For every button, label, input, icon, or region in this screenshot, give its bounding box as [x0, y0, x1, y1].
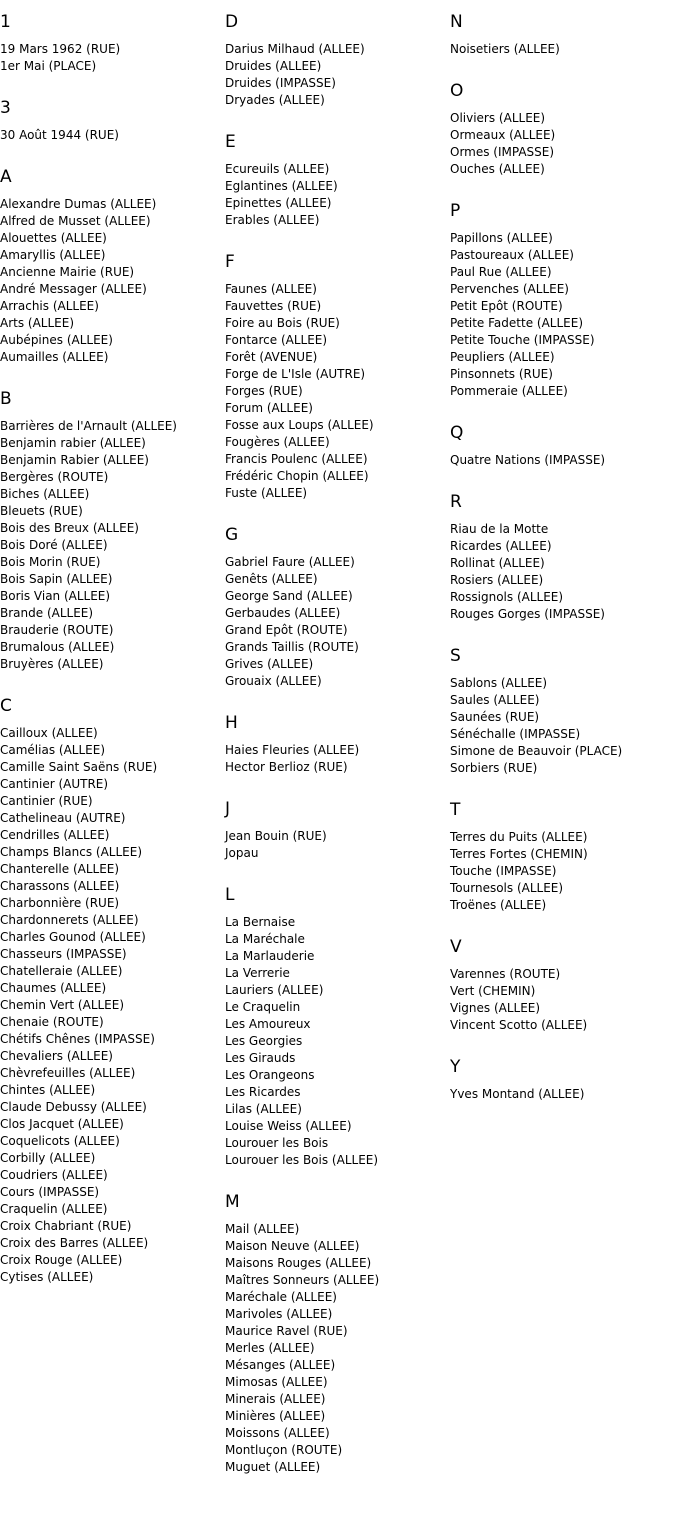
street-item[interactable]: Maréchale (ALLEE) — [225, 1290, 337, 1304]
street-item[interactable]: Touche (IMPASSE) — [450, 864, 557, 878]
street-list — [450, 675, 674, 777]
street-item[interactable]: Montluçon (ROUTE) — [225, 1443, 343, 1457]
street-item[interactable]: Peupliers (ALLEE) — [450, 350, 555, 364]
letter-heading: J — [225, 799, 231, 819]
street-item[interactable]: La Verrerie — [225, 966, 290, 980]
street-item[interactable]: Papillons (ALLEE) — [450, 231, 553, 245]
letter-heading: O — [450, 81, 464, 101]
street-item[interactable]: Alexandre Dumas (ALLEE) — [0, 197, 157, 211]
street-item[interactable]: Sénéchalle (IMPASSE) — [450, 727, 581, 741]
street-list — [450, 230, 674, 400]
street-item[interactable]: Chintes (ALLEE) — [0, 1083, 96, 1097]
street-item[interactable]: Merles (ALLEE) — [225, 1341, 315, 1355]
street-item[interactable]: Camille Saint Saëns (RUE) — [0, 760, 158, 774]
street-item[interactable]: Simone de Beauvoir (PLACE) — [450, 744, 623, 758]
street-item[interactable]: Darius Milhaud (ALLEE) — [225, 42, 365, 56]
street-item[interactable]: Cailloux (ALLEE) — [0, 726, 98, 740]
street-item[interactable]: Craquelin (ALLEE) — [0, 1202, 108, 1216]
street-item[interactable]: George Sand (ALLEE) — [225, 589, 353, 603]
street-item[interactable]: La Maréchale — [225, 932, 305, 946]
street-list — [0, 725, 224, 1286]
street-item[interactable]: Brauderie (ROUTE) — [0, 623, 114, 637]
street-item[interactable]: Bergères (ROUTE) — [0, 470, 109, 484]
street-item[interactable]: Les Amoureux — [225, 1017, 311, 1031]
street-item[interactable]: Lourouer les Bois — [225, 1136, 329, 1150]
letter-heading: 3 — [0, 98, 11, 118]
street-index-column-2 — [225, 11, 449, 1498]
street-item[interactable]: Lilas (ALLEE) — [225, 1102, 302, 1116]
street-item[interactable]: Cantinier (RUE) — [0, 794, 93, 808]
street-item[interactable]: Ancienne Mairie (RUE) — [0, 265, 135, 279]
letter-group — [0, 166, 224, 366]
street-item[interactable]: Minières (ALLEE) — [225, 1409, 326, 1423]
letter-group — [0, 388, 224, 673]
street-item[interactable]: Grouaix (ALLEE) — [225, 674, 322, 688]
street-item[interactable]: Marivoles (ALLEE) — [225, 1307, 333, 1321]
street-list — [450, 829, 674, 914]
letter-heading: D — [225, 12, 239, 32]
street-list — [0, 41, 224, 75]
street-list — [225, 742, 449, 776]
street-item[interactable]: Frédéric Chopin (ALLEE) — [225, 469, 369, 483]
street-item[interactable]: Oliviers (ALLEE) — [450, 111, 546, 125]
street-item[interactable]: Varennes (ROUTE) — [450, 967, 561, 981]
letter-group — [225, 251, 449, 502]
street-item[interactable]: Maurice Ravel (RUE) — [225, 1324, 348, 1338]
letter-group — [450, 200, 674, 400]
street-item[interactable]: Petite Touche (IMPASSE) — [450, 333, 595, 347]
street-item[interactable]: La Marlauderie — [225, 949, 315, 963]
street-item[interactable]: Jean Bouin (RUE) — [225, 829, 327, 843]
street-item[interactable]: Coudriers (ALLEE) — [0, 1168, 108, 1182]
street-item[interactable]: Saunées (RUE) — [450, 710, 540, 724]
street-item[interactable]: Petit Epôt (ROUTE) — [450, 299, 563, 313]
street-item[interactable]: Forges (RUE) — [225, 384, 303, 398]
street-item[interactable]: Chevaliers (ALLEE) — [0, 1049, 113, 1063]
street-item[interactable]: Riau de la Motte — [450, 522, 549, 536]
street-item[interactable]: Druides (ALLEE) — [225, 59, 322, 73]
letter-heading: R — [450, 492, 462, 512]
letter-group — [225, 131, 449, 229]
street-list — [225, 914, 449, 1169]
letter-group — [0, 97, 224, 144]
letter-group — [0, 11, 224, 75]
street-item[interactable]: Fuste (ALLEE) — [225, 486, 308, 500]
letter-group — [450, 1056, 674, 1103]
street-item[interactable]: Moissons (ALLEE) — [225, 1426, 330, 1440]
street-list — [450, 521, 674, 623]
street-list — [225, 828, 449, 862]
street-list — [450, 452, 674, 469]
letter-group — [225, 712, 449, 776]
street-item[interactable]: Boris Vian (ALLEE) — [0, 589, 111, 603]
street-item[interactable]: 30 Août 1944 (RUE) — [0, 128, 119, 142]
street-item[interactable]: Hector Berlioz (RUE) — [225, 760, 348, 774]
street-item[interactable]: Muguet (ALLEE) — [225, 1460, 321, 1474]
letter-heading: T — [450, 800, 461, 820]
street-list — [450, 966, 674, 1034]
street-item[interactable]: Bois Morin (RUE) — [0, 555, 101, 569]
street-item[interactable]: Sorbiers (RUE) — [450, 761, 538, 775]
street-item[interactable]: Vert (CHEMIN) — [450, 984, 536, 998]
street-list — [0, 418, 224, 673]
letter-heading: P — [450, 201, 461, 221]
street-item[interactable]: Chardonnerets (ALLEE) — [0, 913, 139, 927]
letter-group — [450, 491, 674, 623]
letter-group — [225, 11, 449, 109]
street-item[interactable]: Paul Rue (ALLEE) — [450, 265, 552, 279]
letter-heading: Q — [450, 423, 464, 443]
street-item[interactable]: Chasseurs (IMPASSE) — [0, 947, 127, 961]
street-list — [0, 127, 224, 144]
street-item[interactable]: Clos Jacquet (ALLEE) — [0, 1117, 124, 1131]
street-item[interactable]: Croix Chabriant (RUE) — [0, 1219, 132, 1233]
street-item[interactable]: Benjamin rabier (ALLEE) — [0, 436, 146, 450]
letter-heading: C — [0, 696, 12, 716]
street-item[interactable]: Terres Fortes (CHEMIN) — [450, 847, 588, 861]
letter-group — [450, 80, 674, 178]
street-item[interactable]: Bois des Breux (ALLEE) — [0, 521, 139, 535]
street-list — [225, 1221, 449, 1476]
street-item[interactable]: Petite Fadette (ALLEE) — [450, 316, 584, 330]
street-item[interactable]: Croix Rouge (ALLEE) — [0, 1253, 123, 1267]
street-item[interactable]: Pastoureaux (ALLEE) — [450, 248, 574, 262]
street-item[interactable]: Rosiers (ALLEE) — [450, 573, 544, 587]
street-item[interactable]: Bois Sapin (ALLEE) — [0, 572, 113, 586]
street-item[interactable]: Cytises (ALLEE) — [0, 1270, 94, 1284]
street-item[interactable]: Ormeaux (ALLEE) — [450, 128, 556, 142]
letter-heading: A — [0, 167, 12, 187]
street-item[interactable]: André Messager (ALLEE) — [0, 282, 147, 296]
street-item[interactable]: Maison Neuve (ALLEE) — [225, 1239, 360, 1253]
street-item[interactable]: Amaryllis (ALLEE) — [0, 248, 106, 262]
street-item[interactable]: Noisetiers (ALLEE) — [450, 42, 560, 56]
street-item[interactable]: Cantinier (AUTRE) — [0, 777, 109, 791]
street-item[interactable]: Mésanges (ALLEE) — [225, 1358, 336, 1372]
street-item[interactable]: Druides (IMPASSE) — [225, 76, 336, 90]
street-item[interactable]: Cendrilles (ALLEE) — [0, 828, 110, 842]
street-item[interactable]: Troënes (ALLEE) — [450, 898, 547, 912]
letter-heading: Y — [450, 1057, 461, 1077]
street-item[interactable]: Brande (ALLEE) — [0, 606, 94, 620]
street-item[interactable]: Rollinat (ALLEE) — [450, 556, 545, 570]
street-item[interactable]: Brumalous (ALLEE) — [0, 640, 115, 654]
street-item[interactable]: Chaumes (ALLEE) — [0, 981, 107, 995]
street-item[interactable]: Bruyères (ALLEE) — [0, 657, 104, 671]
street-item[interactable]: Ouches (ALLEE) — [450, 162, 545, 176]
street-item[interactable]: Fosse aux Loups (ALLEE) — [225, 418, 374, 432]
street-item[interactable]: Coquelicots (ALLEE) — [0, 1134, 120, 1148]
letter-heading: M — [225, 1192, 240, 1212]
street-item[interactable]: Biches (ALLEE) — [0, 487, 90, 501]
street-item[interactable]: Pommeraie (ALLEE) — [450, 384, 568, 398]
letter-heading: G — [225, 525, 239, 545]
street-item[interactable]: Les Ricardes — [225, 1085, 301, 1099]
street-item[interactable]: Yves Montand (ALLEE) — [450, 1087, 585, 1101]
street-index-column-3 — [450, 11, 674, 1125]
street-item[interactable]: Arts (ALLEE) — [0, 316, 75, 330]
street-item[interactable]: Ecureuils (ALLEE) — [225, 162, 330, 176]
letter-heading: E — [225, 132, 236, 152]
street-item[interactable]: Lourouer les Bois (ALLEE) — [225, 1153, 379, 1167]
street-item[interactable]: Chemin Vert (ALLEE) — [0, 998, 125, 1012]
street-item[interactable]: Les Orangeons — [225, 1068, 315, 1082]
street-list — [0, 196, 224, 366]
street-item[interactable]: Maisons Rouges (ALLEE) — [225, 1256, 372, 1270]
street-item[interactable]: La Bernaise — [225, 915, 296, 929]
street-list — [225, 554, 449, 690]
street-item[interactable]: Barrières de l'Arnault (ALLEE) — [0, 419, 177, 433]
street-item[interactable]: Arrachis (ALLEE) — [0, 299, 99, 313]
street-item[interactable]: Bois Doré (ALLEE) — [0, 538, 108, 552]
street-item[interactable]: Lauriers (ALLEE) — [225, 983, 324, 997]
street-item[interactable]: Jopau — [225, 846, 259, 860]
street-item[interactable]: Haies Fleuries (ALLEE) — [225, 743, 360, 757]
street-item[interactable]: Quatre Nations (IMPASSE) — [450, 453, 606, 467]
letter-group — [450, 799, 674, 914]
street-item[interactable]: Francis Poulenc (ALLEE) — [225, 452, 368, 466]
letter-group — [450, 936, 674, 1034]
street-item[interactable]: Faunes (ALLEE) — [225, 282, 317, 296]
street-item[interactable]: Alfred de Musset (ALLEE) — [0, 214, 151, 228]
street-item[interactable]: Charles Gounod (ALLEE) — [0, 930, 146, 944]
letter-heading: B — [0, 389, 12, 409]
street-item[interactable]: Corbilly (ALLEE) — [0, 1151, 96, 1165]
street-item[interactable]: Epinettes (ALLEE) — [225, 196, 332, 210]
letter-heading: N — [450, 12, 463, 32]
street-item[interactable]: Grives (ALLEE) — [225, 657, 314, 671]
letter-heading: 1 — [0, 12, 11, 32]
street-list — [450, 110, 674, 178]
letter-heading: V — [450, 937, 462, 957]
street-item[interactable]: Eglantines (ALLEE) — [225, 179, 338, 193]
street-item[interactable]: Grand Epôt (ROUTE) — [225, 623, 348, 637]
street-item[interactable]: Fougères (ALLEE) — [225, 435, 330, 449]
street-item[interactable]: Terres du Puits (ALLEE) — [450, 830, 588, 844]
letter-group — [225, 524, 449, 690]
street-item[interactable]: Croix des Barres (ALLEE) — [0, 1236, 149, 1250]
letter-group — [450, 422, 674, 469]
street-item[interactable]: Forêt (AVENUE) — [225, 350, 318, 364]
letter-group — [0, 695, 224, 1286]
street-item[interactable]: Cathelineau (AUTRE) — [0, 811, 126, 825]
street-item[interactable]: Cours (IMPASSE) — [0, 1185, 100, 1199]
street-item[interactable]: Champs Blancs (ALLEE) — [0, 845, 143, 859]
street-item[interactable]: Gabriel Faure (ALLEE) — [225, 555, 355, 569]
street-item[interactable]: Mimosas (ALLEE) — [225, 1375, 328, 1389]
street-item[interactable]: Louise Weiss (ALLEE) — [225, 1119, 352, 1133]
letter-group — [225, 884, 449, 1169]
street-item[interactable]: Vincent Scotto (ALLEE) — [450, 1018, 588, 1032]
street-item[interactable]: Camélias (ALLEE) — [0, 743, 105, 757]
street-item[interactable]: Maîtres Sonneurs (ALLEE) — [225, 1273, 380, 1287]
street-item[interactable]: Chenaie (ROUTE) — [0, 1015, 104, 1029]
street-item[interactable]: 19 Mars 1962 (RUE) — [0, 42, 121, 56]
street-item[interactable]: Alouettes (ALLEE) — [0, 231, 107, 245]
street-item[interactable]: Bleuets (RUE) — [0, 504, 83, 518]
street-item[interactable]: Minerais (ALLEE) — [225, 1392, 326, 1406]
street-item[interactable]: Le Craquelin — [225, 1000, 301, 1014]
street-item[interactable]: Tournesols (ALLEE) — [450, 881, 564, 895]
street-item[interactable]: Gerbaudes (ALLEE) — [225, 606, 341, 620]
street-item[interactable]: Ormes (IMPASSE) — [450, 145, 555, 159]
street-item[interactable]: Forge de L'Isle (AUTRE) — [225, 367, 366, 381]
street-item[interactable]: Forum (ALLEE) — [225, 401, 313, 415]
street-list — [225, 161, 449, 229]
letter-group — [225, 798, 449, 862]
street-item[interactable]: Charbonnière (RUE) — [0, 896, 120, 910]
street-item[interactable]: Rouges Gorges (IMPASSE) — [450, 607, 605, 621]
street-list — [450, 41, 674, 58]
street-item[interactable]: Vignes (ALLEE) — [450, 1001, 541, 1015]
street-item[interactable]: Chèvrefeuilles (ALLEE) — [0, 1066, 136, 1080]
street-list — [225, 41, 449, 109]
street-item[interactable]: 1er Mai (PLACE) — [0, 59, 97, 73]
letter-heading: S — [450, 646, 461, 666]
street-item[interactable]: Charassons (ALLEE) — [0, 879, 120, 893]
street-item[interactable]: Pervenches (ALLEE) — [450, 282, 569, 296]
street-index-column-1 — [0, 11, 224, 1308]
street-item[interactable]: Rossignols (ALLEE) — [450, 590, 564, 604]
letter-group — [225, 1191, 449, 1476]
street-item[interactable]: Dryades (ALLEE) — [225, 93, 325, 107]
street-item[interactable]: Aumailles (ALLEE) — [0, 350, 109, 364]
street-item[interactable]: Pinsonnets (RUE) — [450, 367, 553, 381]
street-item[interactable]: Chétifs Chênes (IMPASSE) — [0, 1032, 155, 1046]
street-item[interactable]: Fontarce (ALLEE) — [225, 333, 328, 347]
street-list — [450, 1086, 674, 1103]
letter-group — [450, 11, 674, 58]
street-item[interactable]: Saules (ALLEE) — [450, 693, 540, 707]
street-item[interactable]: Fauvettes (RUE) — [225, 299, 322, 313]
street-item[interactable]: Erables (ALLEE) — [225, 213, 320, 227]
street-item[interactable]: Chanterelle (ALLEE) — [0, 862, 120, 876]
letter-heading: H — [225, 713, 238, 733]
street-item[interactable]: Grands Taillis (ROUTE) — [225, 640, 359, 654]
street-item[interactable]: Sablons (ALLEE) — [450, 676, 548, 690]
street-item[interactable]: Aubépines (ALLEE) — [0, 333, 113, 347]
street-item[interactable]: Chatelleraie (ALLEE) — [0, 964, 123, 978]
street-item[interactable]: Les Georgies — [225, 1034, 303, 1048]
street-item[interactable]: Foire au Bois (RUE) — [225, 316, 340, 330]
street-item[interactable]: Benjamin Rabier (ALLEE) — [0, 453, 149, 467]
letter-heading: L — [225, 885, 235, 905]
street-item[interactable]: Claude Debussy (ALLEE) — [0, 1100, 147, 1114]
street-item[interactable]: Ricardes (ALLEE) — [450, 539, 552, 553]
letter-group — [450, 645, 674, 777]
street-item[interactable]: Mail (ALLEE) — [225, 1222, 300, 1236]
street-item[interactable]: Genêts (ALLEE) — [225, 572, 318, 586]
street-list — [225, 281, 449, 502]
letter-heading: F — [225, 252, 235, 272]
street-item[interactable]: Les Girauds — [225, 1051, 296, 1065]
